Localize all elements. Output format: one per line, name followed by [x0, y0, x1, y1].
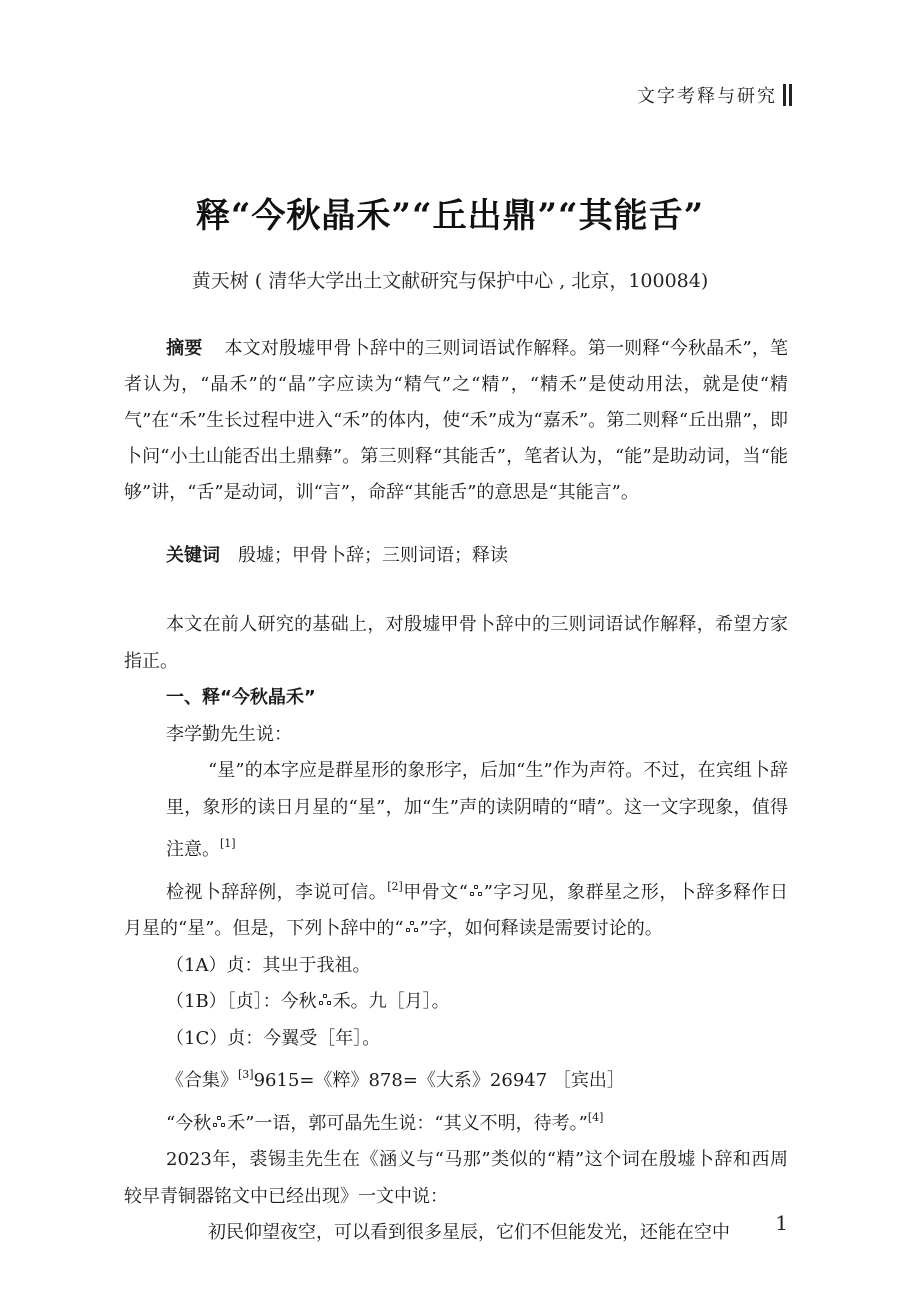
- jing-glyph-icon: [469, 884, 483, 900]
- jing-glyph-icon: [212, 1115, 226, 1131]
- source-text: 9615=《粹》878=《大系》26947 ［宾出］: [253, 1070, 625, 1091]
- paragraph-text: ”字，如何释读是需要讨论的。: [419, 918, 663, 939]
- keywords-text: 殷墟；甲骨卜辞；三则词语；释读: [238, 545, 508, 566]
- jing-glyph-icon: [318, 993, 332, 1009]
- paragraph-text: 检视卜辞辞例，李说可信。: [166, 881, 388, 903]
- header-rule-icon: [789, 84, 792, 106]
- jing-glyph-icon: [405, 920, 419, 936]
- example-1a: （1A）贞：其㞢于我祖。: [166, 954, 371, 976]
- paragraph: [124, 869, 788, 948]
- source-citation: [124, 1057, 788, 1100]
- example-text: （1B）［贞］：今秋: [166, 991, 317, 1012]
- running-header: [637, 82, 792, 108]
- block-quote: 初民仰望夜空，可以看到很多星辰，它们不但能发光，还能在空中: [208, 1222, 730, 1243]
- running-title: 文字考释与研究: [637, 86, 777, 107]
- paragraph-text: “今秋: [166, 1112, 212, 1134]
- example-text: 禾。九［月］。: [332, 991, 450, 1012]
- keywords-label: 关键词: [166, 545, 220, 566]
- abstract-label: 摘要: [166, 338, 203, 359]
- abstract-text: 本文对殷墟甲骨卜辞中的三则词语试作解释。第一则释“今秋晶禾”，笔者认为，“晶禾”的“晶”字应读为“精气”之“精”，“精禾”是使动用法，就是使“精气”在“禾”生长过程中进入“禾”的体内，使“禾”成为“嘉禾”。第二则释“丘出鼎”，即卜问“小土山能否出土鼎彝”。第三则释“其能舌”，笔者认为，“能”是助动词，当“能够”讲，“舌”是动词，训“言”，命辞“其能舌”的意思是“其能言”。: [124, 338, 789, 503]
- section-heading: 一、释“今秋晶禾”: [166, 687, 316, 708]
- example-1b: [124, 984, 788, 1021]
- footnote-ref: [4]: [587, 1110, 604, 1124]
- keywords: [166, 541, 788, 567]
- paragraph: [124, 1100, 788, 1143]
- quote-text: “星”的本字应是群星形的象形字，后加“生”作为声符。不过，在宾组卜辞里，象形的读日月星的“星”，加“生”声的读阴晴的“晴”。这一文字现象，值得注意。: [166, 760, 788, 860]
- body-text: [124, 607, 788, 1252]
- footnote-ref: [2]: [387, 879, 403, 893]
- author-line: 黄天树 ( 清华大学出土文献研究与保护中心 , 北京，100084): [191, 270, 709, 292]
- article-title: 释“今秋晶禾”“丘出鼎”“其能舌”: [195, 196, 705, 236]
- page-number: 1: [775, 1211, 788, 1235]
- source-text: 《合集》: [166, 1070, 238, 1091]
- block-quote: [124, 753, 788, 869]
- example-1c: （1C）贞：今翼受［年］。: [166, 1027, 381, 1049]
- footnote-ref: [3]: [238, 1068, 254, 1081]
- li-says: 李学勤先生说：: [166, 723, 292, 745]
- paragraph-text: 甲骨文“: [402, 881, 468, 903]
- paragraph-text: 禾”一语，郭可晶先生说：“其义不明，待考。”: [227, 1112, 588, 1134]
- footnote-ref: [1]: [220, 837, 236, 850]
- abstract: [124, 331, 788, 511]
- paragraph-text: ”字习见，象群星之形，卜辞多释作日月星的“星”。但是，下列卜辞中的“: [124, 881, 788, 939]
- intro-paragraph: 本文在前人研究的基础上，对殷墟甲骨卜辞中的三则词语试作解释，希望方家指正。: [124, 614, 788, 672]
- header-rule-icon: [783, 84, 786, 106]
- paragraph: 2023年，裘锡圭先生在《涵义与“马那”类似的“精”这个词在殷墟卜辞和西周较早青铜器铭文中已经出现》一文中说：: [124, 1149, 788, 1207]
